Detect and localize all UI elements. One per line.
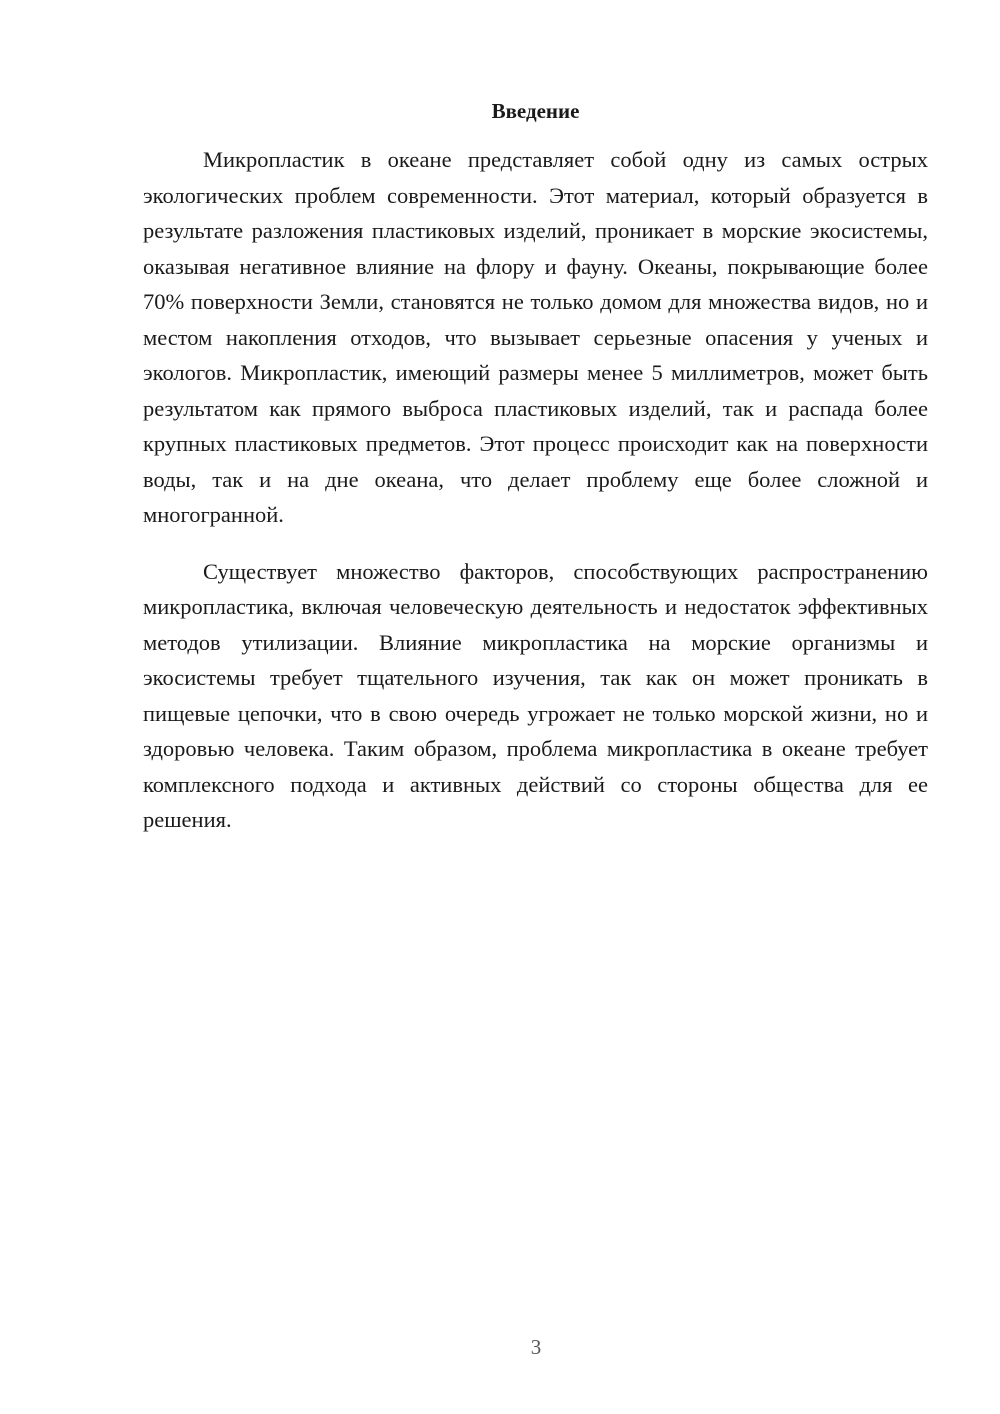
body-text [143, 142, 928, 838]
paragraph-1: Микропластик в океане представляет собой одну из самых острых экологических проблем современности. Этот материал, который образуется в результате разложения пластиковых изделий, проникает в морские экосистемы, оказывая негативное влияние на флору и фауну. Океаны, покрывающие более 70% поверхности Земли, становятся не только домом для множества видов, но и местом накопления отходов, что вызывает серьезные опасения у ученых и экологов. Микропластик, имеющий размеры менее 5 миллиметров, может быть результатом как прямого выброса пластиковых изделий, так и распада более крупных пластиковых предметов. Этот процесс происходит как на поверхности воды, так и на дне океана, что делает проблему еще более сложной и многогранной. [143, 147, 928, 527]
section-heading: Введение [491, 99, 580, 123]
paragraph-2: Существует множество факторов, способствующих распространению микропластика, включая человеческую деятельность и недостаток эффективных методов утилизации. Влияние микропластика на морские организмы и экосистемы требует тщательного изучения, так как он может проникать в пищевые цепочки, что в свою очередь угрожает не только морской жизни, но и здоровью человека. Таким образом, проблема микропластика в океане требует комплексного подхода и активных действий со стороны общества для ее решения. [143, 558, 928, 832]
page-number: 3 [530, 1335, 542, 1359]
